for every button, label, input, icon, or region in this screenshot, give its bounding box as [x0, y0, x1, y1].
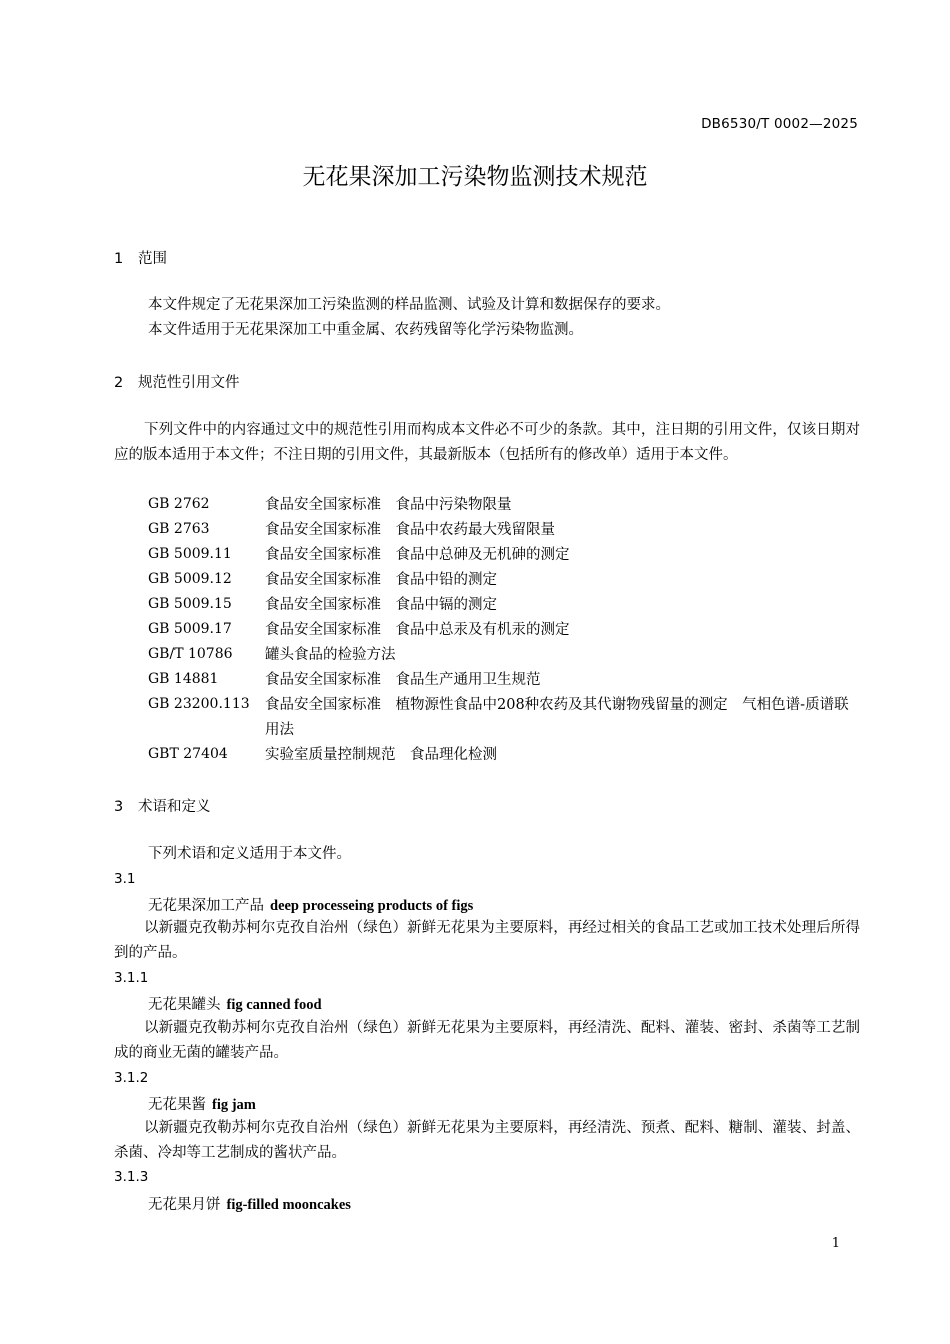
- reference-title: 食品安全国家标准 食品中总砷及无机砷的测定: [265, 547, 570, 563]
- document-number: DB6530/T 0002—2025: [701, 116, 858, 132]
- term-definition: 以新疆克孜勒苏柯尔克孜自治州（绿色）新鲜无花果为主要原料，再经过相关的食品工艺或加工技术处理后所得到的产品。: [114, 920, 860, 961]
- reference-title: 食品安全国家标准 食品中镉的测定: [265, 597, 497, 613]
- document-title: 无花果深加工污染物监测技术规范: [302, 164, 648, 190]
- term-number: 3.1.1: [114, 970, 149, 986]
- reference-code: GB 5009.12: [148, 571, 232, 587]
- reference-code: GB 14881: [148, 671, 219, 687]
- term-name-zh: 无花果酱: [148, 1097, 206, 1113]
- reference-title: 罐头食品的检验方法: [265, 647, 396, 663]
- term-name-en: fig-filled mooncakes: [226, 1197, 351, 1213]
- term-name-en: fig jam: [212, 1097, 256, 1113]
- reference-title: 食品安全国家标准 植物源性食品中208种农药及其代谢物残留量的测定 气相色谱-质谱联用法: [265, 697, 849, 738]
- term-name-en: deep processeing products of figs: [270, 898, 474, 914]
- term-name-zh: 无花果月饼: [148, 1197, 221, 1213]
- paragraph: 下列文件中的内容通过文中的规范性引用而构成本文件必不可少的条款。其中，注日期的引用文件，仅该日期对应的版本适用于本文件；不注日期的引用文件，其最新版本（包括所有的修改单）适用于本文件。: [114, 422, 860, 463]
- reference-code: GB 23200.113: [148, 696, 250, 712]
- reference-code: GB 5009.15: [148, 596, 232, 612]
- paragraph: 下列术语和定义适用于本文件。: [148, 846, 351, 862]
- reference-title: 食品安全国家标准 食品中污染物限量: [265, 497, 512, 513]
- reference-code: GBT 27404: [148, 746, 228, 762]
- paragraph: 本文件规定了无花果深加工污染监测的样品监测、试验及计算和数据保存的要求。: [148, 297, 670, 313]
- section-number: 2: [114, 375, 124, 391]
- term-number: 3.1.2: [114, 1070, 149, 1086]
- section-number: 3: [114, 799, 124, 815]
- section-number: 1: [114, 251, 124, 267]
- page-number: 1: [831, 1236, 840, 1251]
- term-definition: 以新疆克孜勒苏柯尔克孜自治州（绿色）新鲜无花果为主要原料，再经清洗、预煮、配料、糖制、灌装、封盖、杀菌、冷却等工艺制成的酱状产品。: [114, 1120, 860, 1161]
- term-name-zh: 无花果深加工产品: [148, 898, 264, 914]
- term-name-en: fig canned food: [226, 997, 322, 1013]
- reference-title: 食品安全国家标准 食品生产通用卫生规范: [265, 672, 541, 688]
- section-title: 规范性引用文件: [138, 375, 240, 391]
- reference-title: 食品安全国家标准 食品中铅的测定: [265, 572, 497, 588]
- section-1-heading: [114, 247, 167, 268]
- term-heading: [148, 1193, 351, 1214]
- reference-title: 实验室质量控制规范 食品理化检测: [265, 747, 497, 763]
- reference-code: GB 5009.17: [148, 621, 232, 637]
- paragraph: 本文件适用于无花果深加工中重金属、农药残留等化学污染物监测。: [148, 322, 583, 338]
- section-3-heading: [114, 795, 211, 816]
- term-number: 3.1.3: [114, 1169, 149, 1185]
- term-definition: 以新疆克孜勒苏柯尔克孜自治州（绿色）新鲜无花果为主要原料，再经清洗、配料、灌装、密封、杀菌等工艺制成的商业无菌的罐装产品。: [114, 1020, 860, 1061]
- term-name-zh: 无花果罐头: [148, 997, 221, 1013]
- reference-code: GB/T 10786: [148, 646, 233, 662]
- term-heading: [148, 894, 473, 915]
- section-2-heading: [114, 371, 240, 392]
- reference-code: GB 2762: [148, 496, 210, 512]
- reference-code: GB 5009.11: [148, 546, 232, 562]
- reference-code: GB 2763: [148, 521, 210, 537]
- section-title: 术语和定义: [138, 799, 211, 815]
- reference-title: 食品安全国家标准 食品中总汞及有机汞的测定: [265, 622, 570, 638]
- term-number: 3.1: [114, 871, 136, 887]
- term-heading: [148, 993, 322, 1014]
- reference-title: 食品安全国家标准 食品中农药最大残留限量: [265, 522, 555, 538]
- section-title: 范围: [138, 251, 167, 267]
- term-heading: [148, 1093, 256, 1114]
